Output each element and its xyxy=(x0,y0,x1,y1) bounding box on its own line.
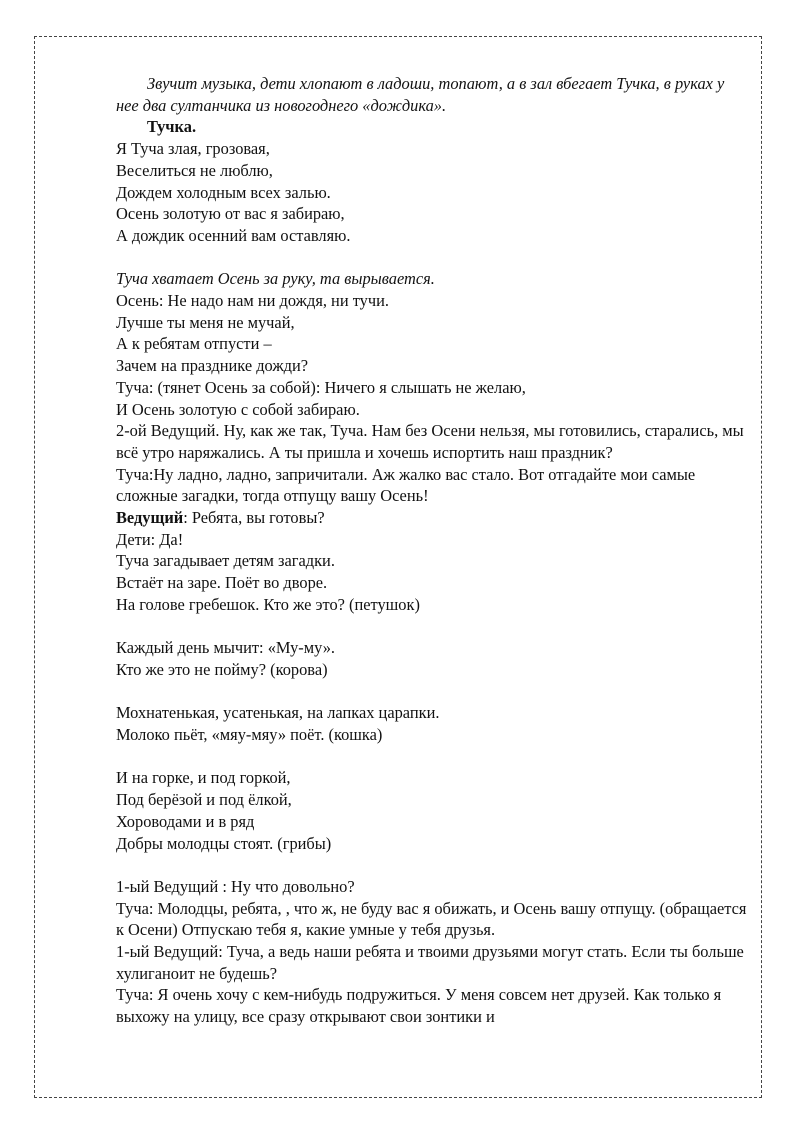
cloud-heading: Тучка. xyxy=(147,117,197,137)
riddles-intro: Туча загадывает детям загадки. xyxy=(116,551,335,571)
verse-line: А дождик осенний вам оставляю. xyxy=(116,225,351,245)
scene2-stage-direction: Туча хватает Осень за руку, та вырывается. xyxy=(116,269,435,289)
dialogue-line: Зачем на празднике дожди? xyxy=(116,356,309,376)
riddle-line: Мохнатенькая, усатенькая, на лапках царапки. xyxy=(116,703,440,723)
dialogue-line: Осень: Не надо нам ни дождя, ни тучи. xyxy=(116,291,389,311)
cloud-paragraph: Туча:Ну ладно, ладно, запричитали. Аж жалко вас стало. Вот отгадайте мои самые сложные загадки, тогда отпущу вашу Осень! xyxy=(116,464,696,506)
host1-question: 1-ый Ведущий : Ну что довольно? xyxy=(116,876,355,896)
dialogue-line: Лучше ты меня не мучай, xyxy=(116,312,295,332)
host-label: Ведущий xyxy=(116,508,184,528)
riddle-line: И на горке, и под горкой, xyxy=(116,768,291,788)
riddle-line: Под берёзой и под ёлкой, xyxy=(116,790,292,810)
riddle-line: Кто же это не пойму? (корова) xyxy=(116,659,328,679)
riddle-line: Каждый день мычит: «Му-му». xyxy=(116,638,335,658)
cloud-final-paragraph: Туча: Я очень хочу с кем-нибудь подружиться. У меня совсем нет друзей. Как только я выхожу на улицу, все сразу открывают свои зонтики и xyxy=(116,985,722,1027)
spacer xyxy=(116,681,756,703)
kids-answer: Дети: Да! xyxy=(116,529,184,549)
dialogue-line: А к ребятам отпусти – xyxy=(116,334,272,354)
host1-paragraph: 1-ый Ведущий: Туча, а ведь наши ребята и твоими друзьями могут стать. Если ты больше хулиганоит не будешь? xyxy=(116,942,744,983)
spacer xyxy=(116,746,756,768)
riddle-line: На голове гребешок. Кто же это? (петушок) xyxy=(116,594,420,614)
spacer xyxy=(116,616,756,638)
host-question xyxy=(116,507,756,529)
riddle-line: Добры молодцы стоят. (грибы) xyxy=(116,833,332,853)
cloud-verse xyxy=(116,138,756,247)
dialogue-line: Туча: (тянет Осень за собой): Ничего я слышать не желаю, xyxy=(116,377,526,397)
document-body xyxy=(116,73,756,1028)
spacer xyxy=(116,854,756,876)
riddle-line: Молоко пьёт, «мяу-мяу» поёт. (кошка) xyxy=(116,725,383,745)
verse-line: Веселиться не люблю, xyxy=(116,160,273,180)
host2-paragraph: 2-ой Ведущий. Ну, как же так, Туча. Нам без Осени нельзя, мы готовились, старались, мы всё утро наряжались. А ты пришла и хочешь испортить наш праздник? xyxy=(116,421,744,462)
riddle-line: Встаёт на заре. Поёт во дворе. xyxy=(116,573,328,593)
host-text: : Ребята, вы готовы? xyxy=(183,508,325,528)
cloud-release-paragraph: Туча: Молодцы, ребята, , что ж, не буду вас я обижать, и Осень вашу отпущу. (обращается к Осени) Отпускаю тебя я, какие умные у тебя друзья. xyxy=(116,898,747,940)
verse-line: Я Туча злая, грозовая, xyxy=(116,139,270,159)
riddle-line: Хороводами и в ряд xyxy=(116,811,255,831)
intro-stage-direction: Звучит музыка, дети хлопают в ладоши, топают, а в зал вбегает Тучка, в руках у нее два султанчика из новогоднего «дождика». xyxy=(116,74,725,115)
spacer xyxy=(116,247,756,269)
verse-line: Дождем холодным всех залью. xyxy=(116,182,331,202)
verse-line: Осень золотую от вас я забираю, xyxy=(116,204,345,224)
dialogue-line: И Осень золотую с собой забираю. xyxy=(116,399,360,419)
